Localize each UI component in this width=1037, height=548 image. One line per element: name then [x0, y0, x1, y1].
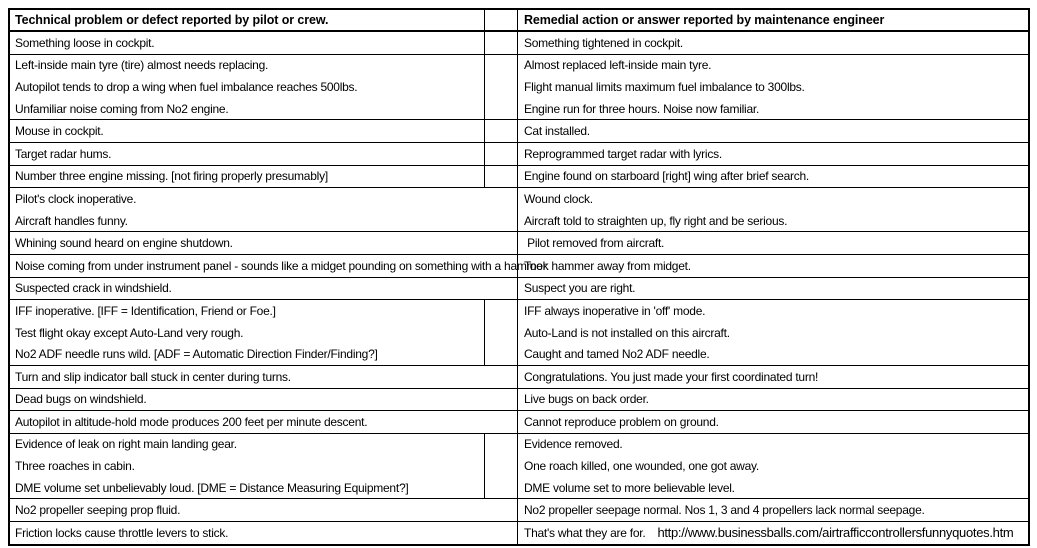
problem-text: Three roaches in cabin. — [15, 459, 135, 474]
table-row — [10, 411, 1028, 434]
problem-cell — [10, 55, 484, 120]
problem-cell — [10, 366, 484, 388]
remedy-text: Congratulations. You just made your first coordinated turn! — [524, 369, 819, 384]
spacer-cell — [484, 232, 517, 254]
spacer-cell — [484, 389, 517, 411]
problem-text: Pilot's clock inoperative. — [15, 191, 137, 206]
problem-cell — [10, 143, 484, 165]
spacer-cell — [484, 278, 517, 300]
spacer-cell — [484, 499, 517, 521]
problem-cell — [10, 232, 484, 254]
remedy-cell — [517, 300, 1028, 365]
table-row — [10, 278, 1028, 301]
remedy-text: Caught and tamed No2 ADF needle. — [524, 347, 710, 362]
problem-cell — [10, 32, 484, 54]
remedy-cell — [517, 499, 1028, 521]
problem-cell — [10, 120, 484, 142]
remedy-cell — [517, 389, 1028, 411]
spacer-cell — [484, 411, 517, 433]
remedy-cell — [517, 188, 1028, 231]
problem-text: No2 ADF needle runs wild. [ADF = Automatic Direction Finder/Finding?] — [15, 347, 378, 362]
problem-text: Test flight okay except Auto-Land very rough. — [15, 325, 244, 340]
remedy-text: Pilot removed from aircraft. — [524, 236, 665, 251]
remedy-text: Aircraft told to straighten up, fly right and be serious. — [524, 213, 788, 228]
remedy-text: Wound clock. — [524, 191, 593, 206]
problem-text: IFF inoperative. [IFF = Identification, Friend or Foe.] — [15, 303, 276, 318]
spacer-cell — [484, 300, 517, 365]
problem-text: Left-inside main tyre (tire) almost needs replacing. — [15, 58, 269, 73]
spacer-cell — [484, 55, 517, 120]
remedy-text: Something tightened in cockpit. — [524, 35, 684, 50]
table-row — [10, 499, 1028, 522]
remedy-text: Reprogrammed target radar with lyrics. — [524, 146, 722, 161]
spacer-cell — [484, 188, 517, 231]
spacer-cell — [484, 255, 517, 277]
remedy-text: One roach killed, one wounded, one got away. — [524, 459, 759, 474]
remedies-header-label: Remedial action or answer reported by maintenance engineer — [524, 13, 885, 27]
problem-cell — [10, 522, 484, 544]
problem-text: Evidence of leak on right main landing gear. — [15, 437, 237, 452]
spacer-cell — [484, 120, 517, 142]
remedy-cell — [517, 255, 1028, 277]
spacer-cell — [484, 166, 517, 188]
problem-text: Suspected crack in windshield. — [15, 281, 172, 296]
remedy-text: DME volume set to more believable level. — [524, 480, 735, 495]
table-row — [10, 232, 1028, 255]
problem-text: Target radar hums. — [15, 146, 112, 161]
problem-cell — [10, 499, 484, 521]
remedy-text: Suspect you are right. — [524, 281, 636, 296]
problem-text: Friction locks cause throttle levers to stick. — [15, 525, 229, 540]
table-row — [10, 255, 1028, 278]
remedy-cell — [517, 434, 1028, 499]
remedy-cell — [517, 55, 1028, 120]
spacer-cell — [484, 32, 517, 54]
table-row — [10, 522, 1028, 544]
remedy-text: IFF always inoperative in 'off' mode. — [524, 303, 706, 318]
spacer-cell — [484, 10, 517, 30]
problem-text: Dead bugs on windshield. — [15, 392, 147, 407]
remedy-text: Flight manual limits maximum fuel imbalance to 300lbs. — [524, 79, 805, 94]
remedy-cell — [517, 120, 1028, 142]
problem-cell — [10, 300, 484, 365]
remedy-text — [524, 522, 1028, 544]
remedy-cell — [517, 143, 1028, 165]
squawks-table — [8, 8, 1030, 546]
spacer-cell — [484, 434, 517, 499]
problem-cell — [10, 255, 549, 277]
problems-header-label: Technical problem or defect reported by pilot or crew. — [15, 13, 329, 27]
table-header-row — [10, 10, 1028, 32]
table-row — [10, 55, 1028, 121]
remedy-text: Almost replaced left-inside main tyre. — [524, 58, 712, 73]
problem-text: Something loose in cockpit. — [15, 35, 155, 50]
remedy-text: Evidence removed. — [524, 437, 623, 452]
spacer-cell — [484, 143, 517, 165]
table-row — [10, 188, 1028, 232]
problem-text: Unfamiliar noise coming from No2 engine. — [15, 101, 229, 116]
remedy-text: Live bugs on back order. — [524, 392, 649, 407]
table-row — [10, 143, 1028, 166]
spacer-cell — [484, 366, 517, 388]
table-row — [10, 32, 1028, 55]
problem-text: Aircraft handles funny. — [15, 213, 128, 228]
problem-text: Turn and slip indicator ball stuck in center during turns. — [15, 369, 291, 384]
remedy-cell — [517, 166, 1028, 188]
remedy-text: Took hammer away from midget. — [524, 258, 691, 273]
remedy-text: Engine found on starboard [right] wing after brief search. — [524, 169, 810, 184]
problem-text: Whining sound heard on engine shutdown. — [15, 236, 233, 251]
problem-cell — [10, 434, 484, 499]
problem-cell — [10, 166, 484, 188]
table-row — [10, 166, 1028, 189]
problem-cell — [10, 389, 484, 411]
problem-text: Mouse in cockpit. — [15, 124, 104, 139]
remedy-cell — [517, 522, 1028, 544]
remedy-text: No2 propeller seepage normal. Nos 1, 3 and 4 propellers lack normal seepage. — [524, 503, 925, 518]
remedy-cell — [517, 411, 1028, 433]
problem-text: Autopilot in altitude-hold mode produces 200 feet per minute descent. — [15, 414, 368, 429]
remedy-text: Cannot reproduce problem on ground. — [524, 414, 719, 429]
remedy-cell — [517, 32, 1028, 54]
problem-text: Number three engine missing. [not firing properly presumably] — [15, 169, 328, 184]
problem-cell — [10, 278, 484, 300]
remedy-text: Engine run for three hours. Noise now familiar. — [524, 101, 760, 116]
remedy-text: That's what they are for. — [524, 525, 646, 540]
remedy-cell — [517, 278, 1028, 300]
table-row — [10, 389, 1028, 412]
problem-cell — [10, 411, 484, 433]
remedies-header-cell — [517, 10, 1028, 30]
problem-cell — [10, 188, 484, 231]
remedy-cell — [517, 366, 1028, 388]
table-row — [10, 434, 1028, 500]
remedy-text: Auto-Land is not installed on this aircraft. — [524, 325, 730, 340]
table-row — [10, 366, 1028, 389]
problems-header-cell — [10, 10, 484, 30]
table-row — [10, 120, 1028, 143]
problem-text: Noise coming from under instrument panel - sounds like a midget pounding on something with a hammer. — [15, 258, 549, 273]
remedy-text: Cat installed. — [524, 124, 590, 139]
remedy-cell — [517, 232, 1028, 254]
problem-text: Autopilot tends to drop a wing when fuel imbalance reaches 500lbs. — [15, 79, 358, 94]
problem-text: No2 propeller seeping prop fluid. — [15, 503, 181, 518]
spacer-cell — [484, 522, 517, 544]
source-url: http://www.businessballs.com/airtrafficcontrollersfunnyquotes.htm — [657, 525, 1014, 541]
problem-text: DME volume set unbelievably loud. [DME = Distance Measuring Equipment?] — [15, 480, 409, 495]
table-row — [10, 300, 1028, 366]
